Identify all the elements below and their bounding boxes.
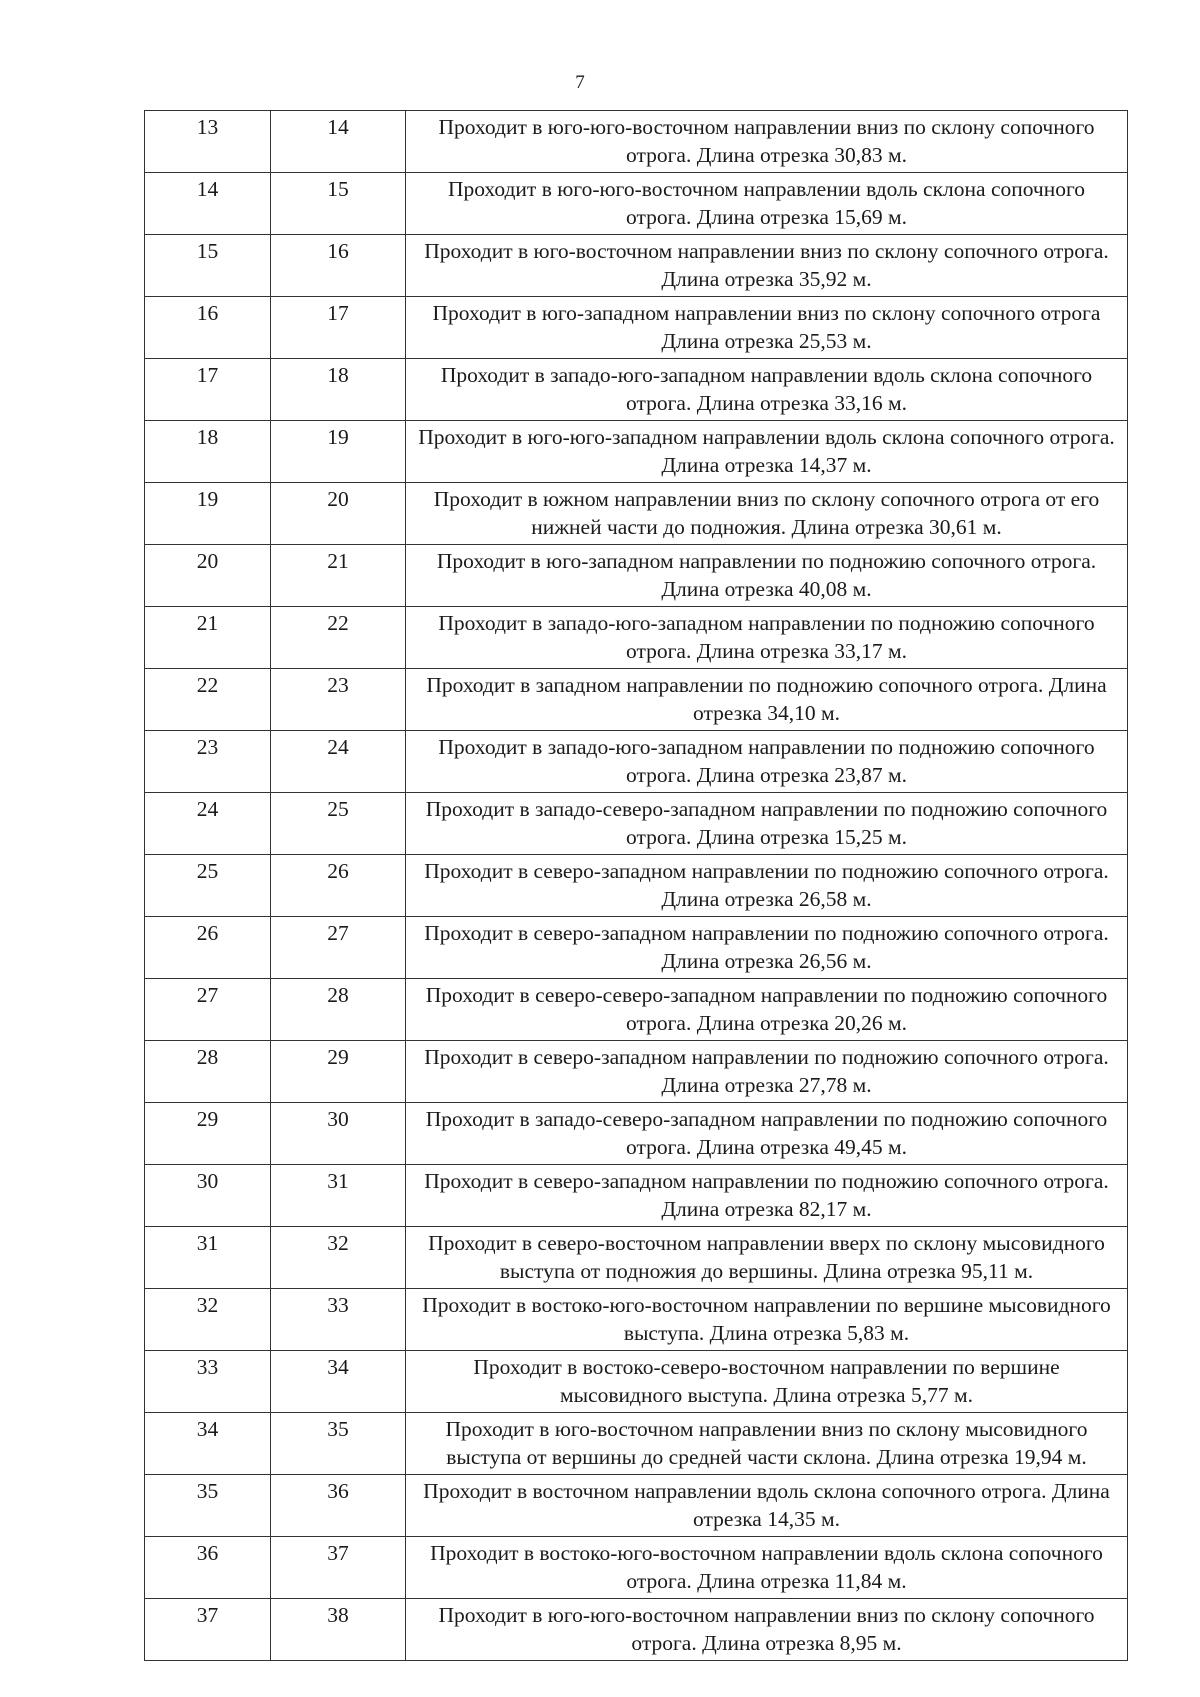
point-from-cell: 22 <box>145 669 271 731</box>
table-row <box>145 1351 1128 1413</box>
table-row <box>145 979 1128 1041</box>
point-to-cell: 27 <box>271 917 406 979</box>
segment-description-cell: Проходит в северо-восточном направлении вверх по склону мысовидного выступа от подножия до вершины. Длина отрезка 95,11 м. <box>406 1227 1128 1289</box>
table-row <box>145 297 1128 359</box>
table-row <box>145 917 1128 979</box>
point-from-cell: 27 <box>145 979 271 1041</box>
segment-description-cell: Проходит в северо-западном направлении по подножию сопочного отрога. Длина отрезка 26,58 м. <box>406 855 1128 917</box>
point-from-cell: 18 <box>145 421 271 483</box>
point-from-cell: 23 <box>145 731 271 793</box>
point-from-cell: 33 <box>145 1351 271 1413</box>
segment-description-cell: Проходит в востоко-юго-восточном направлении вдоль склона сопочного отрога. Длина отрезка 11,84 м. <box>406 1537 1128 1599</box>
point-from-cell: 20 <box>145 545 271 607</box>
table-row <box>145 793 1128 855</box>
point-from-cell: 21 <box>145 607 271 669</box>
point-from-cell: 35 <box>145 1475 271 1537</box>
point-from-cell: 15 <box>145 235 271 297</box>
table-row <box>145 669 1128 731</box>
point-to-cell: 20 <box>271 483 406 545</box>
segment-description-cell: Проходит в северо-западном направлении по подножию сопочного отрога. Длина отрезка 82,17 м. <box>406 1165 1128 1227</box>
segment-description-cell: Проходит в юго-юго-западном направлении вдоль склона сопочного отрога. Длина отрезка 14,37 м. <box>406 421 1128 483</box>
segment-description-cell: Проходит в северо-западном направлении по подножию сопочного отрога. Длина отрезка 27,78 м. <box>406 1041 1128 1103</box>
point-to-cell: 19 <box>271 421 406 483</box>
point-to-cell: 35 <box>271 1413 406 1475</box>
point-to-cell: 37 <box>271 1537 406 1599</box>
table-row <box>145 1537 1128 1599</box>
table-row <box>145 1041 1128 1103</box>
point-to-cell: 26 <box>271 855 406 917</box>
point-to-cell: 38 <box>271 1599 406 1661</box>
table-row <box>145 1165 1128 1227</box>
table-row <box>145 173 1128 235</box>
segment-description-cell: Проходит в юго-юго-восточном направлении вниз по склону сопочного отрога. Длина отрезка 8,95 м. <box>406 1599 1128 1661</box>
segment-description-cell: Проходит в восточном направлении вдоль склона сопочного отрога. Длина отрезка 14,35 м. <box>406 1475 1128 1537</box>
point-to-cell: 31 <box>271 1165 406 1227</box>
point-from-cell: 14 <box>145 173 271 235</box>
table-row <box>145 545 1128 607</box>
point-from-cell: 32 <box>145 1289 271 1351</box>
segment-description-cell: Проходит в западо-северо-западном направлении по подножию сопочного отрога. Длина отрезка 15,25 м. <box>406 793 1128 855</box>
point-from-cell: 29 <box>145 1103 271 1165</box>
point-to-cell: 33 <box>271 1289 406 1351</box>
point-from-cell: 26 <box>145 917 271 979</box>
table-row <box>145 1475 1128 1537</box>
segment-description-cell: Проходит в юго-восточном направлении вниз по склону мысовидного выступа от вершины до средней части склона. Длина отрезка 19,94 м. <box>406 1413 1128 1475</box>
segment-description-cell: Проходит в юго-западном направлении по подножию сопочного отрога. Длина отрезка 40,08 м. <box>406 545 1128 607</box>
point-to-cell: 18 <box>271 359 406 421</box>
point-from-cell: 36 <box>145 1537 271 1599</box>
boundary-segments-table <box>144 110 1128 1661</box>
segment-description-cell: Проходит в северо-западном направлении по подножию сопочного отрога. Длина отрезка 26,56 м. <box>406 917 1128 979</box>
segment-description-cell: Проходит в востоко-северо-восточном направлении по вершине мысовидного выступа. Длина отрезка 5,77 м. <box>406 1351 1128 1413</box>
table-row <box>145 235 1128 297</box>
table-row <box>145 359 1128 421</box>
point-from-cell: 19 <box>145 483 271 545</box>
table-row <box>145 111 1128 173</box>
segment-description-cell: Проходит в южном направлении вниз по склону сопочного отрога от его нижней части до подножия. Длина отрезка 30,61 м. <box>406 483 1128 545</box>
point-to-cell: 22 <box>271 607 406 669</box>
table-row <box>145 421 1128 483</box>
point-to-cell: 16 <box>271 235 406 297</box>
segment-description-cell: Проходит в западо-северо-западном направлении по подножию сопочного отрога. Длина отрезка 49,45 м. <box>406 1103 1128 1165</box>
point-to-cell: 25 <box>271 793 406 855</box>
segment-description-cell: Проходит в востоко-юго-восточном направлении по вершине мысовидного выступа. Длина отрезка 5,83 м. <box>406 1289 1128 1351</box>
page-number: 7 <box>575 72 585 93</box>
segment-description-cell: Проходит в юго-западном направлении вниз по склону сопочного отрога Длина отрезка 25,53 м. <box>406 297 1128 359</box>
table-row <box>145 731 1128 793</box>
point-from-cell: 25 <box>145 855 271 917</box>
point-to-cell: 14 <box>271 111 406 173</box>
segment-description-cell: Проходит в юго-юго-восточном направлении вниз по склону сопочного отрога. Длина отрезка 30,83 м. <box>406 111 1128 173</box>
segment-description-cell: Проходит в юго-восточном направлении вниз по склону сопочного отрога. Длина отрезка 35,92 м. <box>406 235 1128 297</box>
point-to-cell: 36 <box>271 1475 406 1537</box>
table-row <box>145 607 1128 669</box>
point-to-cell: 15 <box>271 173 406 235</box>
point-from-cell: 30 <box>145 1165 271 1227</box>
point-from-cell: 28 <box>145 1041 271 1103</box>
point-to-cell: 17 <box>271 297 406 359</box>
point-from-cell: 13 <box>145 111 271 173</box>
point-to-cell: 34 <box>271 1351 406 1413</box>
segment-description-cell: Проходит в западо-юго-западном направлении по подножию сопочного отрога. Длина отрезка 33,17 м. <box>406 607 1128 669</box>
point-to-cell: 32 <box>271 1227 406 1289</box>
point-from-cell: 37 <box>145 1599 271 1661</box>
point-to-cell: 30 <box>271 1103 406 1165</box>
segment-description-cell: Проходит в западном направлении по подножию сопочного отрога. Длина отрезка 34,10 м. <box>406 669 1128 731</box>
segment-description-cell: Проходит в западо-юго-западном направлении вдоль склона сопочного отрога. Длина отрезка 33,16 м. <box>406 359 1128 421</box>
point-to-cell: 24 <box>271 731 406 793</box>
point-from-cell: 16 <box>145 297 271 359</box>
point-to-cell: 29 <box>271 1041 406 1103</box>
segment-description-cell: Проходит в северо-северо-западном направлении по подножию сопочного отрога. Длина отрезка 20,26 м. <box>406 979 1128 1041</box>
point-to-cell: 21 <box>271 545 406 607</box>
point-to-cell: 28 <box>271 979 406 1041</box>
table-row <box>145 1103 1128 1165</box>
point-from-cell: 24 <box>145 793 271 855</box>
point-from-cell: 34 <box>145 1413 271 1475</box>
segment-description-cell: Проходит в западо-юго-западном направлении по подножию сопочного отрога. Длина отрезка 23,87 м. <box>406 731 1128 793</box>
table-row <box>145 483 1128 545</box>
point-from-cell: 17 <box>145 359 271 421</box>
point-from-cell: 31 <box>145 1227 271 1289</box>
table-row <box>145 1599 1128 1661</box>
segment-description-cell: Проходит в юго-юго-восточном направлении вдоль склона сопочного отрога. Длина отрезка 15,69 м. <box>406 173 1128 235</box>
table-row <box>145 1227 1128 1289</box>
table-row <box>145 1413 1128 1475</box>
table-body <box>145 111 1128 1661</box>
point-to-cell: 23 <box>271 669 406 731</box>
table-row <box>145 855 1128 917</box>
table-row <box>145 1289 1128 1351</box>
